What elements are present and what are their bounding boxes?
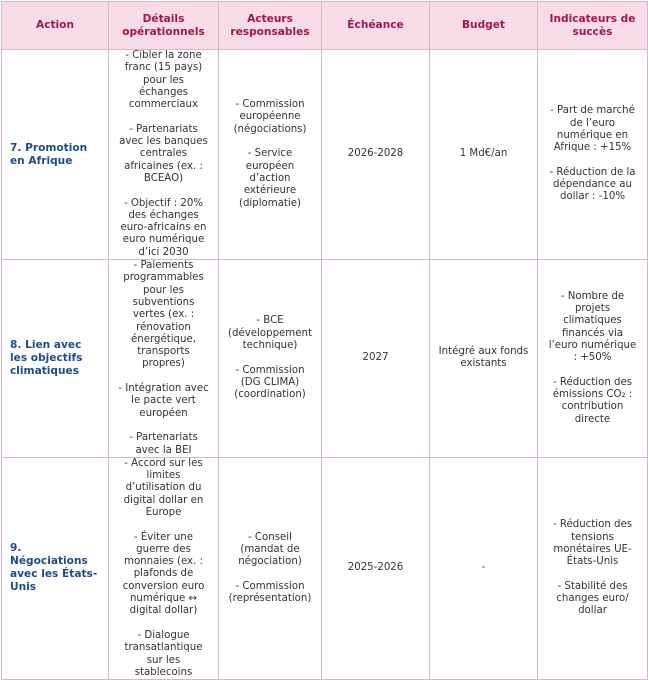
indicators-cell: [538, 260, 648, 458]
details-cell: [109, 457, 219, 679]
deadline-cell: 2026-2028: [322, 50, 430, 260]
budget-cell: -: [430, 457, 538, 679]
actors-item: - Commission (représentation): [228, 580, 312, 605]
action-cell: 8. Lien avec les objectifs climatiques: [2, 260, 109, 458]
actors-item: - Service européen d’action extérieure (diplomatie): [238, 148, 302, 209]
header-deadline: Échéance: [322, 2, 430, 50]
actors-cell: [219, 457, 322, 679]
indicators-item: - Part de marché de l’euro numérique en Afrique : +15%: [550, 105, 635, 154]
details-item: - Partenariats avec la BEI: [129, 432, 198, 456]
details-item: - Cibler la zone franc (15 pays) pour les échanges commerciaux: [124, 50, 203, 111]
indicators-item: - Réduction de la dépendance au dollar : -10%: [549, 166, 636, 203]
actors-item: - Conseil (mandat de négociation): [238, 531, 302, 568]
table-row: [2, 457, 648, 679]
indicators-cell: [538, 50, 648, 260]
header-indicators: Indicateurs de succès: [538, 2, 648, 50]
details-item: - Objectif : 20% des échanges euro-africains en euro numérique d’ici 2030: [120, 197, 207, 258]
actors-item: - BCE (développement technique): [228, 315, 312, 351]
indicators-item: - Nombre de projets climatiques financés via l’euro numérique : +50%: [548, 290, 637, 364]
actors-item: - Commission européenne (négociations): [233, 99, 307, 135]
action-cell: 9. Négociations avec les États-Unis: [2, 457, 109, 679]
deadline-cell: 2025-2026: [322, 457, 430, 679]
actors-cell: [219, 50, 322, 260]
details-item: - Accord sur les limites d’utilisation du digital dollar en Europe: [123, 457, 204, 518]
header-details: Détails opérationnels: [109, 2, 219, 50]
deadline-cell: 2027: [322, 260, 430, 458]
details-item: - Dialogue transatlantique sur les stablecoins: [124, 629, 203, 678]
actors-cell: [219, 260, 322, 458]
table-row: [2, 50, 648, 260]
details-item: - Partenariats avec les banques centrales africaines (ex. : BCEAO): [119, 123, 208, 184]
action-cell: 7. Promotion en Afrique: [2, 50, 109, 260]
details-cell: [109, 50, 219, 260]
details-item: - Intégration avec le pacte vert européen: [118, 383, 209, 419]
details-cell: [109, 260, 219, 458]
budget-cell: Intégré aux fonds existants: [430, 260, 538, 458]
indicators-item: - Réduction des émissions CO₂ : contribution directe: [552, 376, 633, 425]
header-action: Action: [2, 2, 109, 50]
indicators-item: - Réduction des tensions monétaires UE-États-Unis: [552, 519, 633, 568]
header-row: [2, 2, 648, 50]
indicators-item: - Stabilité des changes euro/ dollar: [556, 580, 629, 617]
indicators-cell: [538, 457, 648, 679]
table-row: [2, 260, 648, 458]
actors-item: - Commission (DG CLIMA) (coordination): [234, 364, 306, 401]
header-budget: Budget: [430, 2, 538, 50]
budget-cell: 1 Md€/an: [430, 50, 538, 260]
header-actors: Acteurs responsables: [219, 2, 322, 50]
details-item: - Éviter une guerre des monnaies (ex. : plafonds de conversion euro numérique ↔ digital dollar): [122, 531, 205, 617]
details-item: - Paiements programmables pour les subventions vertes (ex. : rénovation énergétique, transports propres): [123, 260, 204, 370]
action-plan-table: [1, 1, 648, 680]
